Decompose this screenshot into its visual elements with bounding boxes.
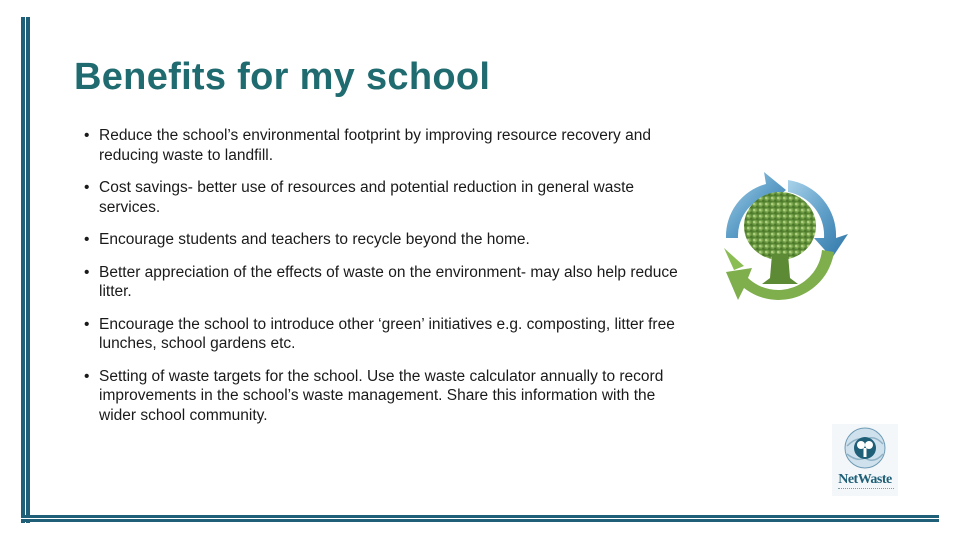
bullet-item: [84, 263, 694, 302]
bullet-dot: •: [84, 179, 90, 196]
bullet-dot: •: [84, 127, 90, 144]
bullet-text: Better appreciation of the effects of waste on the environment- may also help reduce litter.: [99, 263, 678, 300]
bullet-item: [84, 178, 694, 217]
bottom-border-bar: [21, 515, 939, 522]
slide-title: Benefits for my school: [74, 56, 491, 98]
bullet-text: Encourage students and teachers to recycle beyond the home.: [99, 231, 530, 248]
netwaste-logo-text: NetWaste: [838, 472, 892, 487]
bullet-list: [84, 126, 694, 438]
bullet-text: Encourage the school to introduce other ‘green’ initiatives e.g. composting, litter free lunches, school gardens etc.: [99, 315, 675, 352]
bullet-text: Reduce the school’s environmental footprint by improving resource recovery and reducing waste to landfill.: [99, 127, 651, 164]
bullet-item: [84, 367, 694, 426]
logo-underline: [838, 488, 894, 492]
bullet-dot: •: [84, 367, 90, 385]
bullet-item: [84, 126, 694, 165]
left-border-bar: [21, 17, 30, 523]
bullet-item: [84, 315, 694, 354]
recycle-tree-icon: [704, 160, 854, 310]
bullet-dot: •: [84, 315, 90, 333]
bullet-text: Cost savings- better use of resources and potential reduction in general waste services.: [99, 179, 635, 216]
bullet-text: Setting of waste targets for the school. Use the waste calculator annually to record improvements in the school’s waste management. Share this information with the wider school community.: [99, 367, 664, 424]
bullet-dot: •: [84, 263, 90, 281]
bullet-dot: •: [84, 231, 90, 248]
bullet-item: [84, 230, 694, 250]
